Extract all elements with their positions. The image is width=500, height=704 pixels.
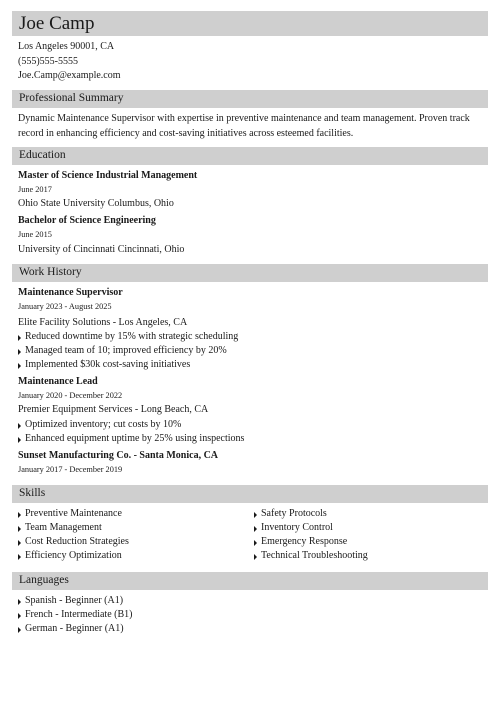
bullet-icon [18, 554, 21, 560]
bullet-icon [254, 554, 257, 560]
education-degree: Master of Science Industrial Management [18, 170, 198, 181]
work-heading: Work History [19, 266, 82, 278]
summary-heading-band [12, 90, 488, 108]
skill-text: Safety Protocols [261, 508, 327, 519]
skill-text: Technical Troubleshooting [261, 550, 368, 561]
bullet-icon [18, 423, 21, 429]
bullet-icon [18, 599, 21, 605]
contact-phone: (555)555-5555 [18, 56, 78, 67]
job-title: Maintenance Lead [18, 376, 98, 387]
education-school: University of Cincinnati Cincinnati, Ohio [18, 244, 185, 255]
bullet-icon [18, 627, 21, 633]
language-text: French - Intermediate (B1) [25, 609, 133, 620]
candidate-name: Joe Camp [19, 13, 95, 34]
education-date: June 2015 [18, 230, 52, 239]
list-item-text: Enhanced equipment uptime by 25% using inspections [25, 433, 245, 444]
list-item-text: Reduced downtime by 15% with strategic scheduling [25, 331, 239, 342]
skills-heading-band [12, 485, 488, 503]
list-item-text: Managed team of 10; improved efficiency by 20% [25, 345, 227, 356]
skill-text: Emergency Response [261, 536, 348, 547]
bullet-icon [18, 613, 21, 619]
education-date: June 2017 [18, 185, 52, 194]
bullet-icon [18, 349, 21, 355]
language-text: German - Beginner (A1) [25, 623, 124, 634]
skill-text: Inventory Control [261, 522, 333, 533]
education-heading-band [12, 147, 488, 165]
job-title: Maintenance Supervisor [18, 287, 123, 298]
education-school: Ohio State University Columbus, Ohio [18, 198, 174, 209]
skill-text: Efficiency Optimization [25, 550, 122, 561]
skill-text: Cost Reduction Strategies [25, 536, 129, 547]
job-dates: January 2023 - August 2025 [18, 302, 112, 311]
list-item-text: Implemented $30k cost-saving initiatives [25, 359, 191, 370]
skill-text: Preventive Maintenance [25, 508, 122, 519]
skills-heading: Skills [19, 487, 46, 499]
bullet-icon [254, 512, 257, 518]
work-heading-band [12, 264, 488, 282]
languages-heading: Languages [19, 574, 69, 586]
bullet-icon [18, 540, 21, 546]
bullet-icon [18, 512, 21, 518]
bullet-icon [18, 526, 21, 532]
contact-location: Los Angeles 90001, CA [18, 41, 115, 52]
bullet-icon [18, 335, 21, 341]
job-title: Sunset Manufacturing Co. - Santa Monica, CA [18, 450, 219, 461]
name-header [12, 11, 488, 36]
summary-heading: Professional Summary [19, 92, 124, 104]
skill-text: Team Management [25, 522, 102, 533]
education-heading: Education [19, 149, 66, 161]
contact-email: Joe.Camp@example.com [18, 70, 121, 81]
language-text: Spanish - Beginner (A1) [25, 595, 124, 606]
bullet-icon [254, 526, 257, 532]
list-item-text: Optimized inventory; cut costs by 10% [25, 419, 182, 430]
job-company: Elite Facility Solutions - Los Angeles, CA [18, 317, 188, 328]
summary-text: Dynamic Maintenance Supervisor with expertise in preventive maintenance and team management. Proven track record in enhancing efficiency and cost-saving initiatives across esteemed facilities. [18, 113, 470, 139]
bullet-icon [254, 540, 257, 546]
bullet-icon [18, 363, 21, 369]
job-dates: January 2020 - December 2022 [18, 391, 123, 400]
bullet-icon [18, 437, 21, 443]
job-dates: January 2017 - December 2019 [18, 465, 123, 474]
education-degree: Bachelor of Science Engineering [18, 215, 156, 226]
languages-heading-band [12, 572, 488, 590]
job-company: Premier Equipment Services - Long Beach, CA [18, 404, 209, 415]
